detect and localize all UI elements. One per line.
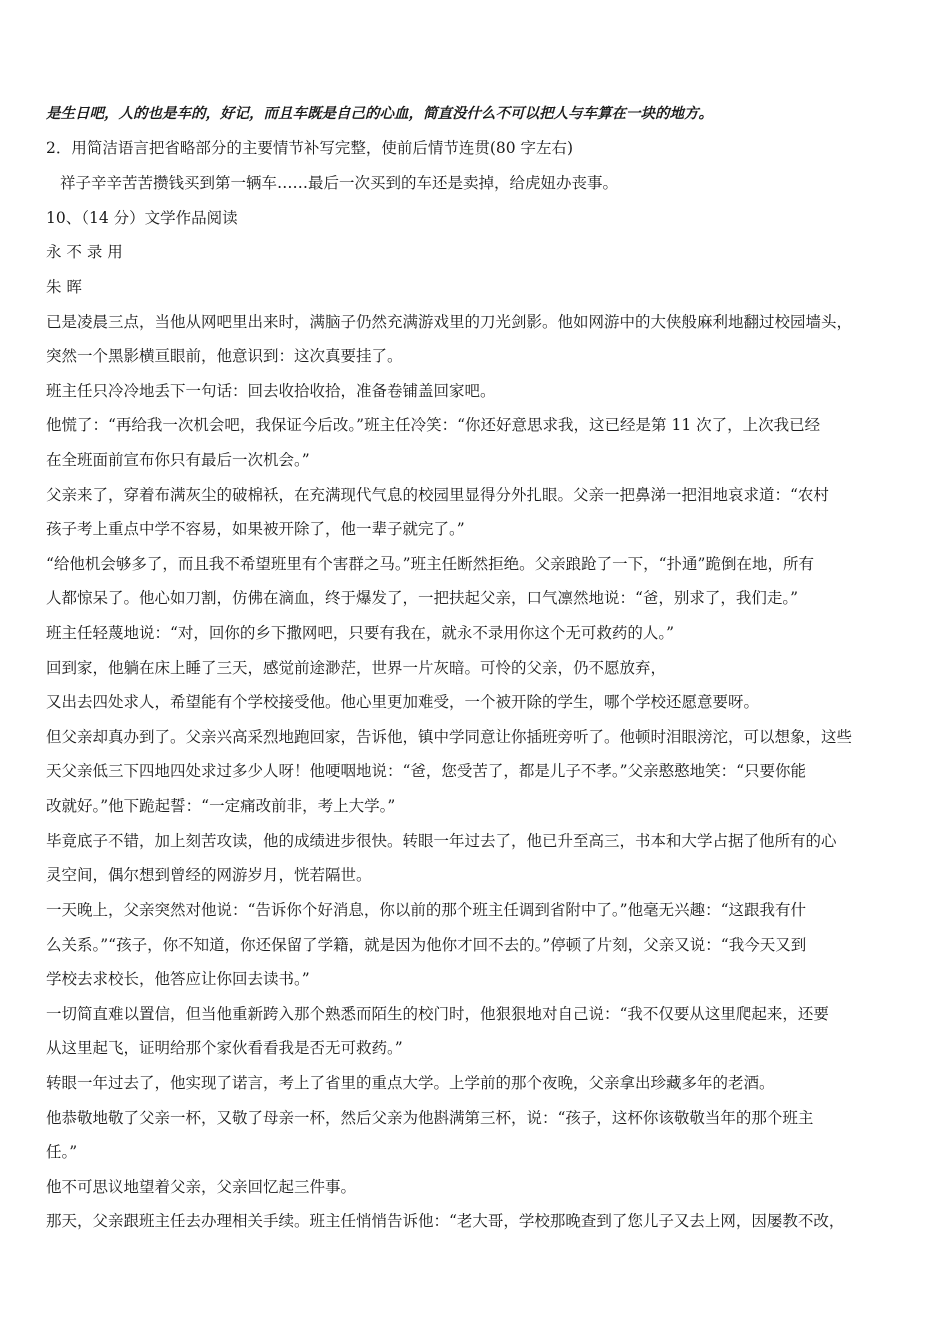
paragraph-line: 他慌了：“再给我一次机会吧，我保证今后改。”班主任冷笑：“你还好意思求我，这已经是第 11 次了，上次我已经 [46,416,821,434]
paragraph-line: 从这里起飞，证明给那个家伙看看我是否无可救药。” [46,1039,403,1057]
paragraph-line: 人都惊呆了。他心如刀割，仿佛在滴血，终于爆发了，一把扶起父亲，口气凛然地说：“爸，别求了，我们走。” [46,589,799,607]
story-title: 永 不 录 用 [46,243,123,261]
paragraph-line: 孩子考上重点中学不容易，如果被开除了，他一辈子就完了。” [46,520,465,538]
paragraph-line: 转眼一年过去了，他实现了诺言，考上了省里的重点大学。上学前的那个夜晚，父亲拿出珍藏多年的老酒。 [46,1074,775,1092]
paragraph-line: 在全班面前宣布你只有最后一次机会。” [46,451,310,469]
paragraph-line: 改就好。”他下跪起誓：“一定痛改前非，考上大学。” [46,797,396,815]
text-line-1: 是生日吧，人的也是车的，好记，而且车既是自己的心血，简直没什么不可以把人与车算在一块的地方。 [46,105,713,122]
paragraph-line: 么关系。”“孩子，你不知道，你还保留了学籍，就是因为他你才回不去的。”停顿了片刻，父亲又说：“我今天又到 [46,936,807,954]
paragraph-line: 灵空间，偶尔想到曾经的网游岁月，恍若隔世。 [46,866,372,884]
paragraph-line: 那天，父亲跟班主任去办理相关手续。班主任悄悄告诉他：“老大哥，学校那晚查到了您儿子又去上网，因屡教不改， [46,1212,845,1230]
paragraph-line: 但父亲却真办到了。父亲兴高采烈地跑回家，告诉他，镇中学同意让你插班旁听了。他顿时泪眼滂沱，可以想象，这些 [46,728,853,746]
paragraph-line: 班主任只冷冷地丢下一句话：回去收拾收拾，准备卷铺盖回家吧。 [46,382,496,400]
paragraph-line: 已是凌晨三点，当他从网吧里出来时，满脑子仍然充满游戏里的刀光剑影。他如网游中的大侠般麻利地翻过校园墙头， [46,313,853,331]
paragraph-line: 毕竟底子不错，加上刻苦攻读，他的成绩进步很快。转眼一年过去了，他已升至高三，书本和大学占据了他所有的心 [46,832,837,850]
paragraph-line: 突然一个黑影横亘眼前，他意识到：这次真要挂了。 [46,347,403,365]
paragraph-line: 父亲来了，穿着布满灰尘的破棉袄，在充满现代气息的校园里显得分外扎眼。父亲一把鼻涕一把泪地哀求道：“农村 [46,486,829,504]
section-10-heading: 10、（14 分）文学作品阅读 [46,209,238,227]
paragraph-line: 天父亲低三下四地四处求过多少人呀！他哽咽地说：“爸，您受苦了，都是儿子不孝。”父亲憨憨地笑：“只要你能 [46,762,807,780]
paragraph-line: 班主任轻蔑地说：“对，回你的乡下撒网吧，只要有我在，就永不录用你这个无可救药的人。” [46,624,675,642]
story-author: 朱 晖 [46,278,82,296]
paragraph-line: 一天晚上，父亲突然对他说：“告诉你个好消息，你以前的那个班主任调到省附中了。”他毫无兴趣：“这跟我有什 [46,901,807,919]
paragraph-line: “给他机会够多了，而且我不希望班里有个害群之马。”班主任断然拒绝。父亲踉跄了一下，“扑通”跪倒在地，所有 [46,555,814,573]
question-2-prompt: 2．用简洁语言把省略部分的主要情节补写完整，使前后情节连贯(80 字左右) [46,139,574,157]
paragraph-line: 他恭敬地敬了父亲一杯，又敬了母亲一杯，然后父亲为他斟满第三杯，说：“孩子，这杯你该敬敬当年的那个班主 [46,1109,814,1127]
paragraph-line: 学校去求校长，他答应让你回去读书。” [46,970,310,988]
paragraph-line: 回到家，他躺在床上睡了三天，感觉前途渺茫，世界一片灰暗。可怜的父亲，仍不愿放弃， [46,659,667,677]
question-2-summary: 祥子辛辛苦苦攒钱买到第一辆车……最后一次买到的车还是卖掉，给虎妞办丧事。 [60,174,619,192]
paragraph-line: 他不可思议地望着父亲，父亲回忆起三件事。 [46,1178,357,1196]
paragraph-line: 又出去四处求人，希望能有个学校接受他。他心里更加难受，一个被开除的学生，哪个学校还愿意要呀。 [46,693,760,711]
paragraph-line: 任。” [46,1143,78,1161]
paragraph-line: 一切简直难以置信，但当他重新跨入那个熟悉而陌生的校门时，他狠狠地对自己说：“我不仅要从这里爬起来，还要 [46,1005,829,1023]
